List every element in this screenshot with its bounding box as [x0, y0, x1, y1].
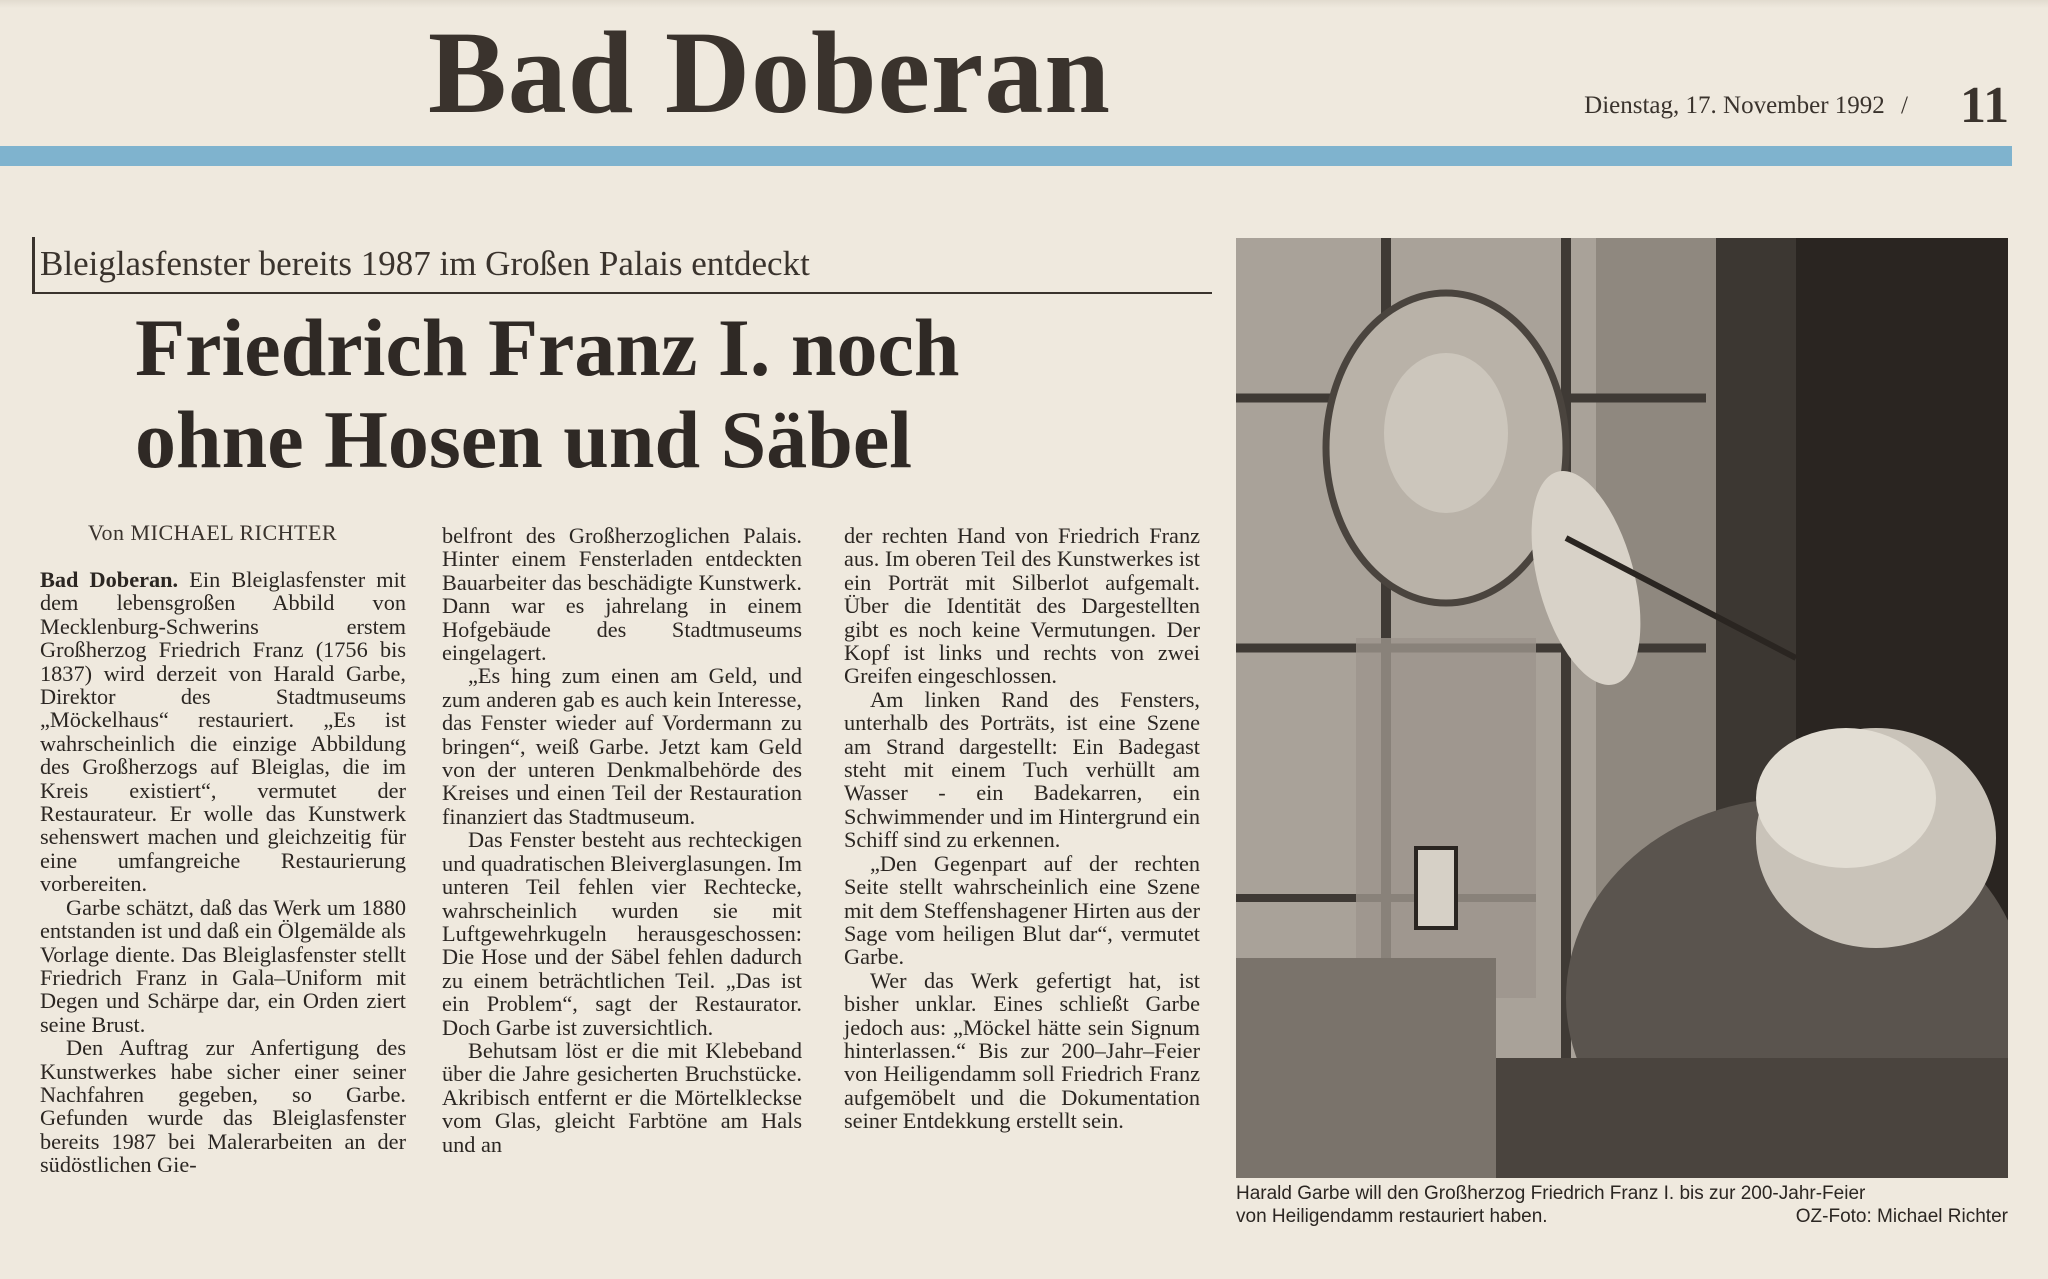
article-headline: [135, 302, 959, 486]
header-color-band: [0, 146, 2012, 166]
paragraph: „Den Gegenpart auf der rechten Seite stellt wahrscheinlich eine Szene mit dem Steffenshagener Hirten aus der Sage vom heiligen Blut dar“, vermutet Garbe.: [844, 850, 1200, 970]
article-kicker: Bleiglasfenster bereits 1987 im Großen Palais entdeckt: [40, 244, 810, 283]
paragraph: Wer das Werk gefertigt hat, ist bisher unklar. Eines schließt Garbe jedoch aus: „Möckel hätte sein Signum hinterlassen.“ Bis zur 200–Jahr–Feier von Heiligendamm soll Friedrich Franz aufgemöbelt und die Dokumentation seiner Entdekkung erstellt sein.: [844, 967, 1200, 1134]
issue-date-text: Dienstag, 17. November 1992: [1584, 92, 1885, 119]
headline-line-2: ohne Hosen und Säbel: [135, 394, 912, 485]
photo-credit: OZ-Foto: Michael Richter: [1795, 1206, 2008, 1227]
article-column-2: [442, 524, 802, 1156]
article-photo: [1236, 238, 2008, 1178]
caption-line-1: Harald Garbe will den Großherzog Friedrich Franz I. bis zur 200-Jahr-Feier: [1236, 1183, 1866, 1204]
paragraph: Am linken Rand des Fensters, unterhalb des Porträts, ist eine Szene am Strand dargestellt: Ein Badegast steht mit einem Tuch verhüllt am Wasser - ein Badekarren, ein Schwimmender und im Hintergrund ein Schiff sind zu erkennen.: [844, 686, 1200, 853]
page-number: 11: [1960, 77, 2010, 134]
paragraph: Den Auftrag zur Anfertigung des Kunstwerkes habe sicher einer seiner Nachfahren gegeben, so Garbe. Gefunden wurde das Bleiglasfenster bereits 1987 bei Malerarbeiten an der südöstlichen Gie-: [40, 1035, 406, 1178]
paragraph: [40, 568, 406, 896]
paragraph: „Es hing zum einen am Geld, und zum anderen gab es auch kein Interesse, das Fenster wieder auf Vordermann zu bringen“, weiß Garbe. Jetzt kam Geld von der unteren Denkmalbehörde des Kreises und einen Teil der Restauration finanziert das Stadtmuseum.: [442, 663, 802, 829]
article-column-3: [844, 524, 1200, 1133]
headline-line-1: Friedrich Franz I. noch: [135, 302, 960, 393]
caption-line-2-row: [1236, 1205, 2008, 1228]
date-separator: /: [1901, 92, 1908, 119]
issue-date: [1584, 92, 1908, 120]
lead-place: Bad Doberan.: [40, 567, 179, 592]
article-column-1: [40, 568, 406, 1177]
byline: Von MICHAEL RICHTER: [88, 520, 338, 545]
paragraph: belfront des Großherzoglichen Palais. Hinter einem Fensterladen entdeckten Bauarbeiter das beschädigte Kunstwerk. Dann war es jahrelang in einem Hofgebäude des Stadtmuseums eingelagert.: [442, 523, 802, 666]
paragraph: der rechten Hand von Friedrich Franz aus. Im oberen Teil des Kunstwerkes ist ein Porträt mit Silberlot aufgemalt. Über die Identität des Dargestellten gibt es noch keine Vermutungen. Der Kopf ist links und rechts von zwei Greifen eingeschlossen.: [844, 523, 1200, 689]
caption-line-2: von Heiligendamm restauriert haben.: [1236, 1206, 1548, 1227]
paragraph: Garbe schätzt, daß das Werk um 1880 entstanden ist und daß ein Ölgemälde als Vorlage diente. Das Bleiglasfenster stellt Friedrich Franz in Gala–Uniform mit Degen und Schärpe dar, ein Orden ziert seine Brust.: [40, 894, 406, 1037]
paragraph-text: Ein Bleiglasfenster mit dem lebensgroßen Abbild von Mecklenburg-Schwerins erstem Großherzog Friedrich Franz (1756 bis 1837) wird derzeit von Harald Garbe, Direktor des Stadtmuseums „Möckelhaus“ restauriert. „Es ist wahrscheinlich die einzige Abbildung des Großherzogs auf Bleiglas, die im Kreis existiert“, vermutet der Restaurateur. Er wolle das Kunstwerk sehenswert machen und gleichzeitig für eine umfangreiche Restaurierung vorbereiten.: [40, 567, 406, 897]
paragraph: Behutsam löst er die mit Klebeband über die Jahre gesicherten Bruchstücke. Akribisch entfernt er die Mörtelkleckse vom Glas, gleicht Farbtöne am Hals und an: [442, 1037, 802, 1157]
photo-illustration: [1236, 238, 2008, 1178]
paragraph: Das Fenster besteht aus rechteckigen und quadratischen Bleiverglasungen. Im unteren Teil fehlen vier Rechtecke, wahrscheinlich wurden sie mit Luftgewehrkugeln herausgeschossen: Die Hose und der Säbel fehlen dadurch zu einem beträchtlichen Teil. „Das ist ein Problem“, sagt der Restaurator. Doch Garbe ist zuversichtlich.: [442, 827, 802, 1040]
masthead-title: Bad Doberan: [428, 7, 1112, 138]
kicker-frame-left: [32, 237, 35, 293]
kicker-rule: [32, 292, 1212, 294]
photo-caption: [1236, 1182, 2008, 1228]
